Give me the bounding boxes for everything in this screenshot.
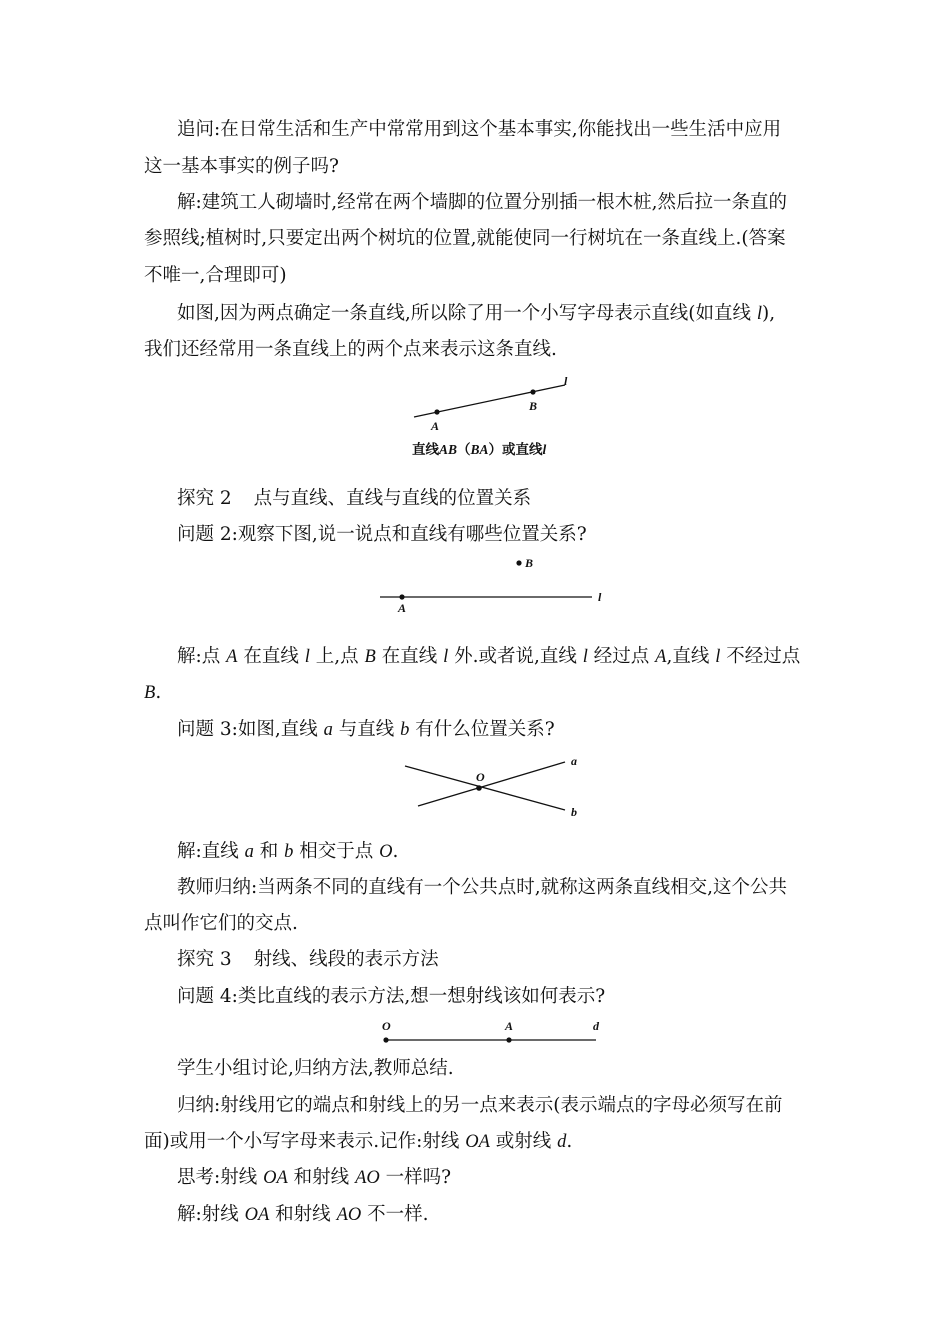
group-discussion-line: 学生小组讨论,归纳方法,教师总结.	[177, 1058, 454, 1079]
question-4: 问题 4:类比直线的表示方法,想一想射线该如何表示?	[177, 986, 606, 1007]
point-b	[516, 560, 521, 565]
point-o	[383, 1037, 388, 1042]
answer-3: 解:直线 a 和 b 相交于点 O.	[177, 841, 399, 862]
question-3: 问题 3:如图,直线 a 与直线 b 有什么位置关系?	[177, 719, 555, 740]
point-a	[399, 594, 404, 599]
line-b	[405, 766, 565, 810]
point-a-label: A	[431, 419, 440, 433]
ray-figure	[375, 1015, 615, 1050]
teacher-summary-line-1: 教师归纳:当两条不同的直线有一个公共点时,就称这两条直线相交,这个公共	[177, 877, 787, 898]
ray-d-label: d	[593, 1019, 599, 1033]
answer-2-line-1: 解:点 A 在直线 l 上,点 B 在直线 l 外.或者说,直线 l 经过点 A,直线 l 不经过点	[177, 646, 801, 667]
point-o	[476, 785, 482, 791]
point-a	[434, 409, 439, 414]
intersecting-lines-figure	[395, 750, 595, 825]
question-2: 问题 2:观察下图,说一说点和直线有哪些位置关系?	[177, 524, 587, 545]
point-a-label: A	[505, 1019, 514, 1033]
point-b-label: B	[529, 399, 538, 413]
line-ab-figure	[400, 370, 600, 440]
figure-1-caption: 直线AB（BA）或直线l	[412, 442, 547, 458]
point-o-label: O	[476, 770, 485, 784]
line-l-label: l	[564, 374, 568, 388]
line-notation-paragraph-line-1: 如图,因为两点确定一条直线,所以除了用一个小写字母表示直线(如直线 l),	[177, 303, 776, 324]
answer-1-line-2: 参照线;植树时,只要定出两个树坑的位置,就能使同一行树坑在一条直线上.(答案	[144, 228, 786, 249]
line-notation-paragraph-line-2: 我们还经常用一条直线上的两个点来表示这条直线.	[144, 339, 557, 360]
ray-summary-line-2: 面)或用一个小写字母来表示.记作:射线 OA 或射线 d.	[144, 1131, 573, 1152]
point-a	[506, 1037, 511, 1042]
answer-1-line-1: 解:建筑工人砌墙时,经常在两个墙脚的位置分别插一根木桩,然后拉一条直的	[177, 192, 787, 213]
point-b-label: B	[525, 556, 534, 570]
point-o-label: O	[382, 1019, 391, 1033]
line-a-label: a	[571, 754, 577, 768]
point-line-figure	[370, 550, 620, 620]
think-question: 思考:射线 OA 和射线 AO 一样吗?	[177, 1167, 452, 1188]
line-l-label: l	[598, 590, 602, 604]
answer-2-line-2: B.	[144, 682, 162, 703]
follow-up-question-line-2: 这一基本事实的例子吗?	[144, 156, 339, 177]
answer-4: 解:射线 OA 和射线 AO 不一样.	[177, 1204, 429, 1225]
explore-3-heading: 探究 3 射线、线段的表示方法	[177, 949, 439, 970]
follow-up-question-line-1: 追问:在日常生活和生产中常常用到这个基本事实,你能找出一些生活中应用	[177, 119, 782, 140]
teacher-summary-line-2: 点叫作它们的交点.	[144, 913, 298, 934]
answer-1-line-3: 不唯一,合理即可)	[144, 265, 287, 286]
explore-2-heading: 探究 2 点与直线、直线与直线的位置关系	[177, 488, 532, 509]
line-a	[418, 762, 565, 806]
ray-summary-line-1: 归纳:射线用它的端点和射线上的另一点来表示(表示端点的字母必须写在前	[177, 1095, 783, 1116]
point-b	[530, 389, 535, 394]
line-b-label: b	[571, 805, 577, 819]
point-a-label: A	[398, 601, 407, 615]
